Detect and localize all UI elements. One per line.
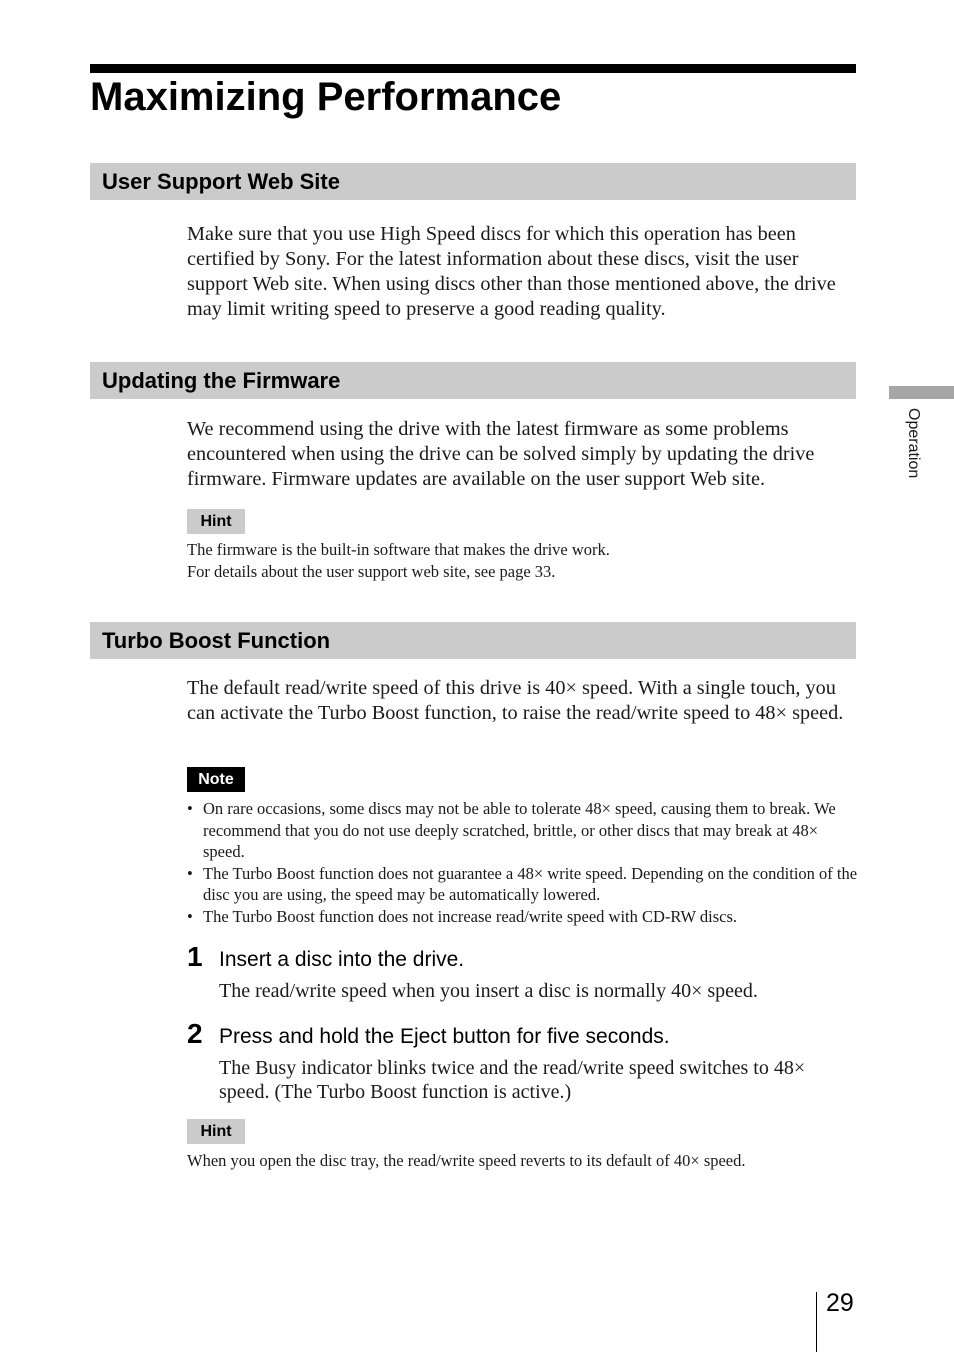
section-heading-firmware: Updating the Firmware <box>90 362 856 399</box>
note-item: • The Turbo Boost function does not guarantee a 48× write speed. Depending on the condition of the disc you are using, the speed may be automatically lowered. <box>187 863 859 906</box>
section-heading-user-support: User Support Web Site <box>90 163 856 200</box>
turbo-hint-text: When you open the disc tray, the read/write speed reverts to its default of 40× speed. <box>187 1151 746 1170</box>
turbo-boost-paragraph: The default read/write speed of this drive is 40× speed. With a single touch, you can activate the Turbo Boost function, to raise the read/write speed to 48× speed. <box>187 677 844 724</box>
side-tab-label: Operation <box>905 408 922 479</box>
note-item: • The Turbo Boost function does not increase read/write speed with CD-RW discs. <box>187 906 859 928</box>
note-list <box>187 798 859 927</box>
firmware-hint-line-2: For details about the user support web site, see page 33. <box>187 562 556 581</box>
title-rule <box>90 64 856 73</box>
note-label: Note <box>187 767 245 792</box>
step-number-2: 2 <box>187 1018 203 1049</box>
step-number-1: 1 <box>187 941 203 972</box>
user-support-paragraph: Make sure that you use High Speed discs for which this operation has been certified by Sony. For the latest information about these discs, visit the user support Web site. When using discs other than those mentioned above, the drive may limit writing speed to preserve a good reading quality. <box>187 223 836 320</box>
page-number-rule <box>816 1292 817 1352</box>
step-detail-1: The read/write speed when you insert a disc is normally 40× speed. <box>219 980 758 1002</box>
step-detail-2: The Busy indicator blinks twice and the read/write speed switches to 48× speed. (The Turbo Boost function is active.) <box>219 1057 806 1103</box>
firmware-hint-label: Hint <box>187 509 245 534</box>
step-instruction-2: Press and hold the Eject button for five seconds. <box>219 1025 670 1048</box>
section-heading-turbo-boost: Turbo Boost Function <box>90 622 856 659</box>
step-instruction-1: Insert a disc into the drive. <box>219 948 465 971</box>
page-number: 29 <box>826 1289 854 1317</box>
firmware-hint-line-1: The firmware is the built-in software that makes the drive work. <box>187 540 610 559</box>
page-title: Maximizing Performance <box>90 75 562 119</box>
note-item: • On rare occasions, some discs may not be able to tolerate 48× speed, causing them to break. We recommend that you do not use deeply scratched, brittle, or other discs that may break at 48× speed. <box>187 798 859 863</box>
firmware-paragraph: We recommend using the drive with the latest firmware as some problems encountered when using the drive can be solved simply by updating the drive firmware. Firmware updates are available on the user support Web site. <box>187 418 815 490</box>
side-tab-marker <box>889 386 954 399</box>
turbo-hint-label: Hint <box>187 1119 245 1144</box>
